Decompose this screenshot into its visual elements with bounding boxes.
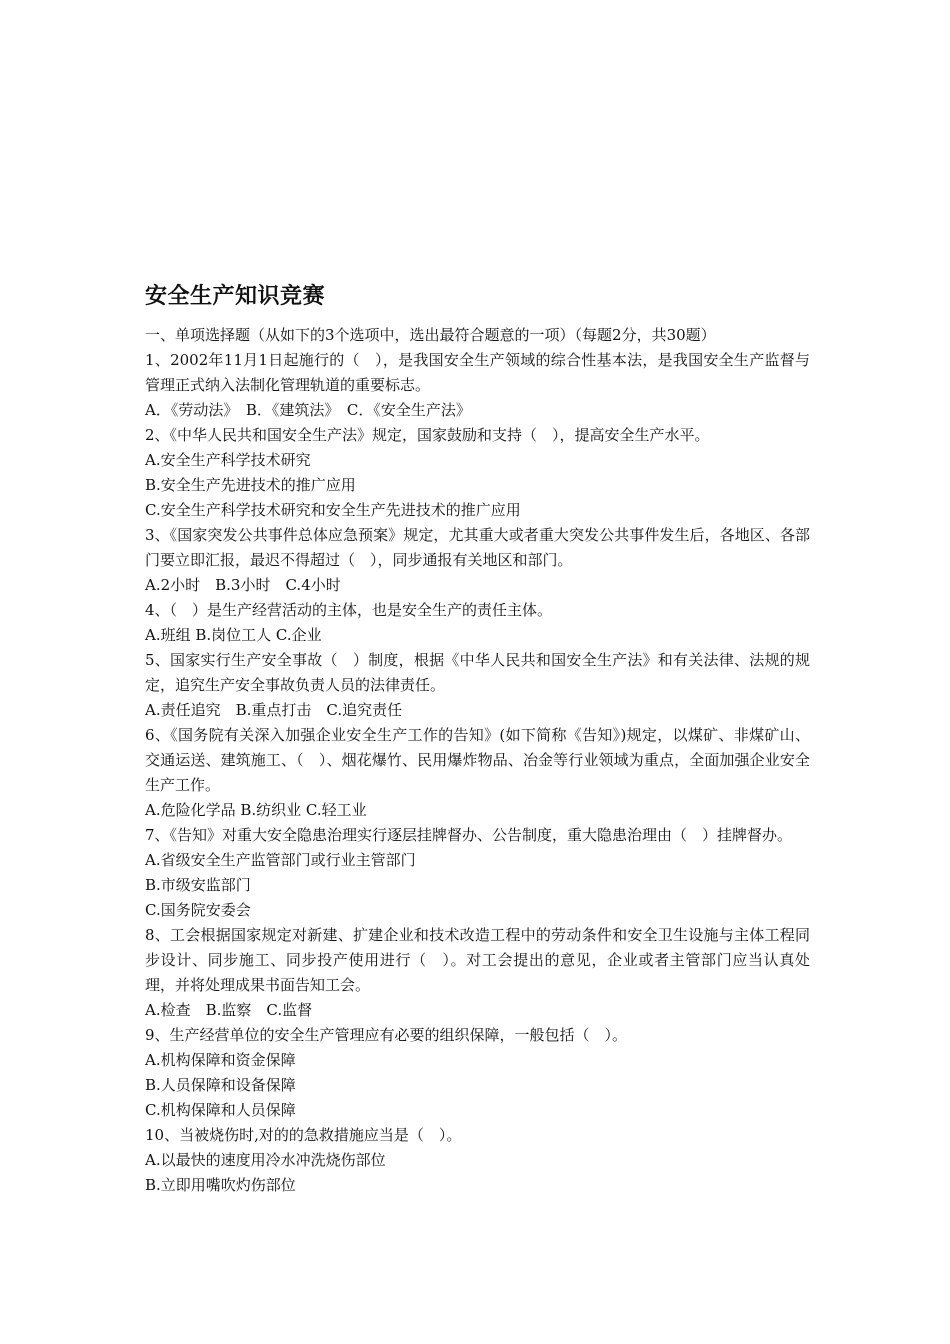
question-10-option-b: B.立即用嘴吹灼伤部位 <box>145 1176 296 1194</box>
section-heading: 一、单项选择题（从如下的3个选项中，选出最符合题意的一项）（每题2分，共30题） <box>145 326 716 344</box>
question-1-options: A．《劳动法》 B．《建筑法》 C．《安全生产法》 <box>145 401 471 419</box>
question-4: 4、（ ）是生产经营活动的主体，也是安全生产的责任主体。 <box>145 601 553 619</box>
question-10: 10、当被烧伤时,对的的急救措施应当是（ ）。 <box>145 1126 462 1144</box>
question-8-options: A.检查 B.监察 C.监督 <box>145 1001 313 1019</box>
question-9: 9、生产经营单位的安全生产管理应有必要的组织保障，一般包括（ ）。 <box>145 1026 628 1044</box>
document-title: 安全生产知识竞赛 <box>145 284 326 309</box>
question-7-option-c: C.国务院安委会 <box>145 901 251 919</box>
question-9-option-c: C.机构保障和人员保障 <box>145 1101 296 1119</box>
question-9-option-b: B.人员保障和设备保障 <box>145 1076 296 1094</box>
question-1: 1、2002年11月1日起施行的（ ），是我国安全生产领域的综合性基本法，是我国安全生产监督与管理正式纳入法制化管理轨道的重要标志。 <box>145 351 810 394</box>
question-2-option-a: A.安全生产科学技术研究 <box>145 451 311 469</box>
question-5: 5、国家实行生产安全事故（ ）制度，根据《中华人民共和国安全生产法》和有关法律、法规的规定，追究生产安全事故负责人员的法律责任。 <box>145 651 810 694</box>
question-4-options: A.班组 B.岗位工人 C.企业 <box>145 626 322 644</box>
question-2-option-c: C.安全生产科学技术研究和安全生产先进技术的推广应用 <box>145 501 521 519</box>
question-6: 6、《国务院有关深入加强企业安全生产工作的告知》(如下简称《告知》)规定，以煤矿、非煤矿山、交通运送、建筑施工、（ ）、烟花爆竹、民用爆炸物品、冶金等行业领域为重点，全面加强企业安全生产工作。 <box>145 726 810 794</box>
question-7-option-b: B.市级安监部门 <box>145 876 251 894</box>
question-5-options: A.责任追究 B.重点打击 C.追究责任 <box>145 701 403 719</box>
question-9-option-a: A.机构保障和资金保障 <box>145 1051 296 1069</box>
question-2: 2、《中华人民共和国安全生产法》规定，国家鼓励和支持（ ），提高安全生产水平。 <box>145 426 710 444</box>
question-7: 7、《告知》对重大安全隐患治理实行逐层挂牌督办、公告制度，重大隐患治理由（ ）挂牌督办。 <box>145 826 793 844</box>
question-7-option-a: A.省级安全生产监管部门或行业主管部门 <box>145 851 416 869</box>
question-10-option-a: A.以最快的速度用冷水冲洗烧伤部位 <box>145 1151 386 1169</box>
question-6-options: A.危险化学品 B.纺织业 C.轻工业 <box>145 801 367 819</box>
question-8: 8、工会根据国家规定对新建、扩建企业和技术改造工程中的劳动条件和安全卫生设施与主体工程同步设计、同步施工、同步投产使用进行（ ）。对工会提出的意见，企业或者主管部门应当认真处理，并将处理成果书面告知工会。 <box>145 926 810 994</box>
question-3: 3、《国家突发公共事件总体应急预案》规定，尤其重大或者重大突发公共事件发生后，各地区、各部门要立即汇报，最迟不得超过（ ），同步通报有关地区和部门。 <box>145 526 810 569</box>
question-2-option-b: B.安全生产先进技术的推广应用 <box>145 476 356 494</box>
document-content <box>145 283 810 1198</box>
question-3-options: A.2小时 B.3小时 C.4小时 <box>145 576 341 594</box>
